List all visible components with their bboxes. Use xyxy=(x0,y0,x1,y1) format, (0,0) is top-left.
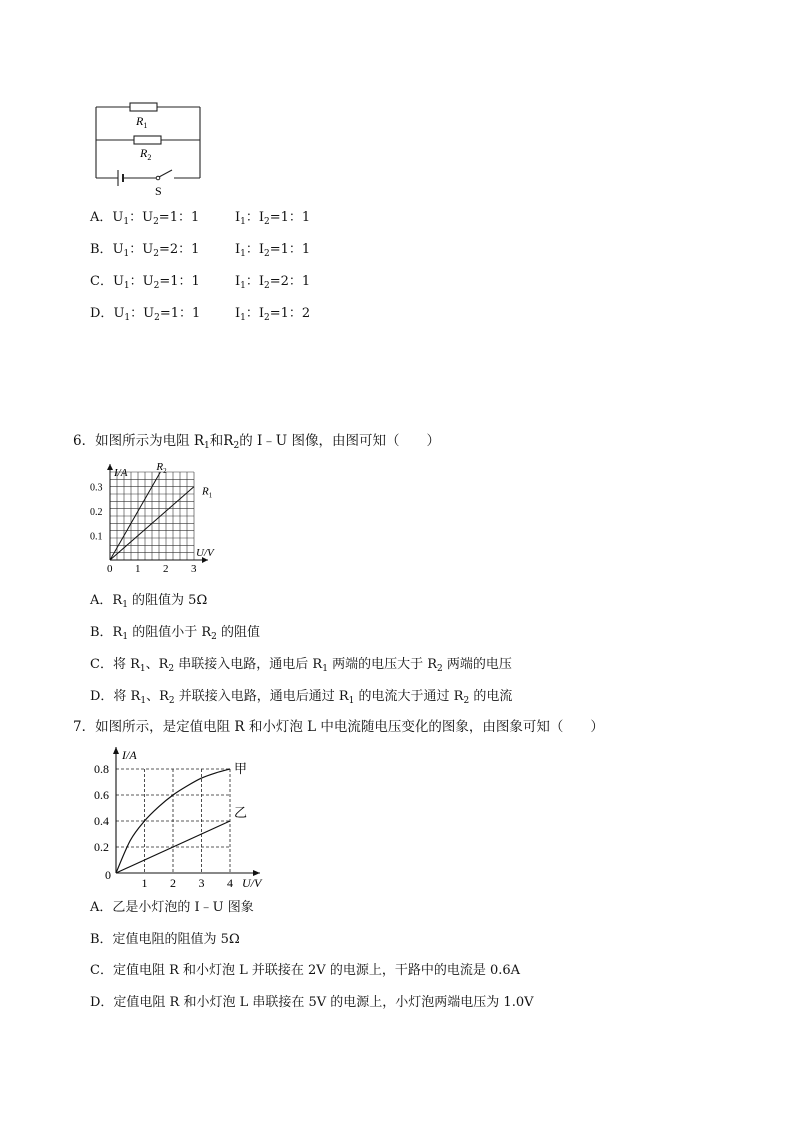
y-tick-label: 0.2 xyxy=(94,840,109,854)
switch-label: S xyxy=(155,184,162,198)
q5-option-d[interactable]: D．$U_1$：$U_2=1$：1 $I_1$：$I_2=1$：2 xyxy=(90,306,311,323)
question-7-stem: 7．如图所示，是定值电阻 R 和小灯泡 L 中电流随电压变化的图象，由图象可知（ ） xyxy=(73,719,604,735)
series-label-r2: $R_2$ xyxy=(156,461,167,475)
q6-option-c[interactable]: C．将 $R_1$、$R_2$ 串联接入电路，通电后 $R_1$ 两端的电压大于 $R_2$ 两端的电压 xyxy=(90,657,512,674)
x-tick-label: 2 xyxy=(170,876,176,890)
x-tick-label: 1 xyxy=(135,563,141,575)
x-tick-label: 3 xyxy=(191,563,197,575)
q5-option-a[interactable]: A．$U_1$：$U_2=1$：1 $I_1$：$I_2=1$：1 xyxy=(90,210,311,227)
q6-iu-chart xyxy=(90,462,230,580)
resistor-r2 xyxy=(134,136,161,144)
x-tick-label: 2 xyxy=(163,563,169,575)
x-axis-label: U/V xyxy=(196,547,214,559)
y-tick-label: 0.4 xyxy=(94,814,109,828)
resistor-r1 xyxy=(130,103,157,111)
q6-option-d[interactable]: D．将 $R_1$、$R_2$ 并联接入电路，通电后通过 $R_1$ 的电流大于通过 $R_2$ 的电流 xyxy=(90,689,513,706)
q5-option-b[interactable]: B．$U_1$：$U_2=2$：1 $I_1$：$I_2=1$：1 xyxy=(90,242,311,259)
q6-option-a[interactable]: A．$R_1$ 的阻值为 5Ω xyxy=(90,593,208,610)
x-tick-label: 3 xyxy=(198,876,205,890)
y-axis-arrow xyxy=(107,464,113,470)
switch-s xyxy=(159,170,172,177)
y-axis-label: I/A xyxy=(122,748,137,762)
y-tick-label: 0.2 xyxy=(90,507,103,519)
series-label-yi: 乙 xyxy=(234,805,248,820)
y-axis-arrow xyxy=(113,747,119,754)
x-tick-label: 4 xyxy=(227,876,233,890)
q7-iu-chart xyxy=(94,745,270,893)
y-tick-label: 0.1 xyxy=(90,531,103,543)
x-axis-label: U/V xyxy=(242,876,262,890)
x-tick-label: 0 xyxy=(107,563,113,575)
r2-label: $R_2$ xyxy=(140,146,152,162)
question-6-stem: 6．如图所示为电阻 $R_1$和$R_2$的 I﹣U 图像，由图可知（ ） xyxy=(73,433,440,451)
q5-option-c[interactable]: C．$U_1$：$U_2=1$：1 $I_1$：$I_2=2$：1 xyxy=(90,274,311,291)
series-label-r1: $R_1$ xyxy=(202,485,213,500)
y-tick-label: 0.8 xyxy=(94,762,109,776)
circuit-diagram xyxy=(90,95,210,200)
series-label-jia: 甲 xyxy=(234,761,248,776)
y-axis-label: I/A xyxy=(114,467,128,479)
x-tick-label: 0 xyxy=(105,868,111,882)
y-tick-label: 0.3 xyxy=(90,482,103,494)
q7-option-a[interactable]: A．乙是小灯泡的 I﹣U 图象 xyxy=(90,900,254,915)
q7-option-c[interactable]: C．定值电阻 R 和小灯泡 L 并联接在 2V 的电源上，干路中的电流是 0.6A xyxy=(90,963,521,978)
q7-option-d[interactable]: D．定值电阻 R 和小灯泡 L 串联接在 5V 的电源上，小灯泡两端电压为 1.0V xyxy=(90,995,534,1010)
r1-label: $R_1$ xyxy=(136,114,148,130)
q7-option-b[interactable]: B．定值电阻的阻值为 5Ω xyxy=(90,932,240,947)
x-tick-label: 1 xyxy=(141,876,148,890)
q6-option-b[interactable]: B．$R_1$ 的阻值小于 $R_2$ 的阻值 xyxy=(90,625,261,642)
y-tick-label: 0.6 xyxy=(94,788,109,802)
